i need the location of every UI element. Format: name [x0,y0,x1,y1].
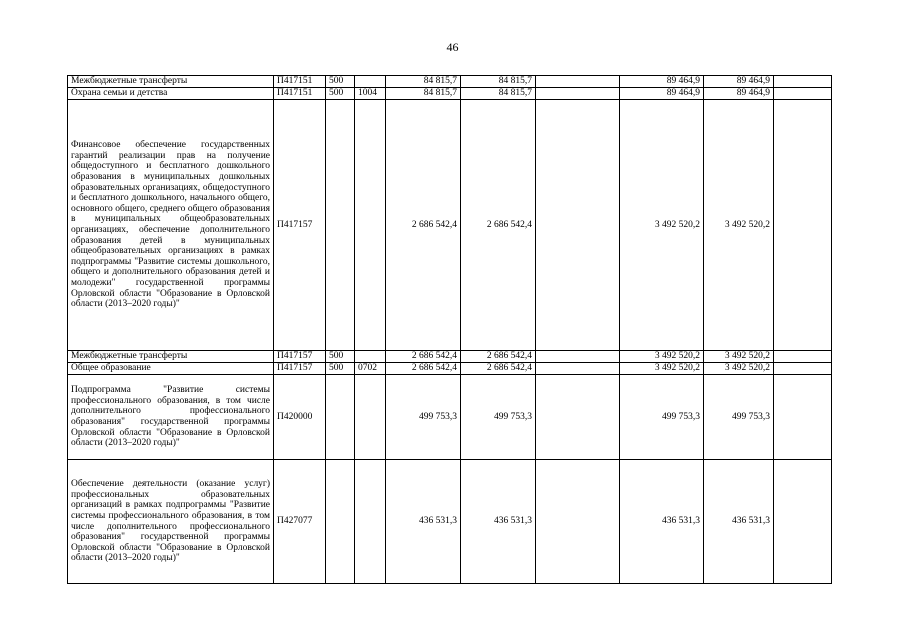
row-section: 500 [326,76,355,88]
row-value-1: 84 815,7 [386,76,461,88]
row-value-6 [774,363,832,375]
row-subsection [355,375,386,460]
row-subsection [355,351,386,363]
row-code: П420000 [274,375,326,460]
row-value-3 [536,88,620,100]
page-number: 46 [446,40,459,54]
row-value-2: 2 686 542,4 [461,100,536,351]
row-value-2: 84 815,7 [461,88,536,100]
row-value-3 [536,460,620,584]
row-value-6 [774,100,832,351]
row-value-5: 499 753,3 [704,375,774,460]
row-value-4: 499 753,3 [620,375,704,460]
row-section [326,460,355,584]
row-value-1: 2 686 542,4 [386,363,461,375]
row-code: П417157 [274,351,326,363]
row-name: Финансовое обеспечение государственных гарантий реализации прав на получение общедоступного и бесплатного дошкольного образования в муниципальных дошкольных образовательных организациях, общедоступного и бесплатного дошкольного, начального общего, основного общего, среднего общего образования в муниципальных общеобразовательных организациях, обеспечение дополнительного образования детей в муниципальных общеобразовательных организациях в рамках подпрограммы "Развитие системы дошкольного, общего и дополнительного образования детей и молодежи" государственной программы Орловской области "Образование в Орловской области (2013–2020 годы)" [68,100,274,351]
table-row [68,460,832,584]
row-value-1: 2 686 542,4 [386,100,461,351]
row-value-2: 2 686 542,4 [461,351,536,363]
budget-table [67,75,832,584]
row-section: 500 [326,363,355,375]
row-value-2: 2 686 542,4 [461,363,536,375]
row-value-3 [536,76,620,88]
row-subsection [355,100,386,351]
row-code: П417157 [274,100,326,351]
row-section: 500 [326,88,355,100]
row-name: Обеспечение деятельности (оказание услуг) профессиональных образовательных организаций в рамках подпрограммы "Развитие системы профессионального образования, в том числе дополнительного профессионального образования" государственной программы Орловской области "Образование в Орловской области (2013–2020 годы)" [68,460,274,584]
table-row [68,100,832,351]
row-value-5: 3 492 520,2 [704,363,774,375]
row-value-6 [774,460,832,584]
row-value-4: 3 492 520,2 [620,100,704,351]
row-value-5: 89 464,9 [704,88,774,100]
row-value-2: 84 815,7 [461,76,536,88]
row-value-5: 3 492 520,2 [704,100,774,351]
row-value-5: 3 492 520,2 [704,351,774,363]
row-value-3 [536,375,620,460]
row-code: П427077 [274,460,326,584]
row-subsection [355,460,386,584]
table-row [68,363,832,375]
table-row [68,88,832,100]
row-value-4: 436 531,3 [620,460,704,584]
row-value-6 [774,76,832,88]
row-value-3 [536,351,620,363]
table-row [68,375,832,460]
row-value-4: 89 464,9 [620,88,704,100]
row-value-3 [536,100,620,351]
row-value-4: 89 464,9 [620,76,704,88]
row-code: П417151 [274,76,326,88]
row-subsection: 1004 [355,88,386,100]
row-name: Межбюджетные трансферты [68,351,274,363]
row-code: П417151 [274,88,326,100]
row-section: 500 [326,351,355,363]
row-value-6 [774,88,832,100]
row-value-4: 3 492 520,2 [620,351,704,363]
row-name: Подпрограмма "Развитие системы профессионального образования, в том числе дополнительного профессионального образования" государственной программы Орловской области "Образование в Орловской области (2013–2020 годы)" [68,375,274,460]
row-value-1: 436 531,3 [386,460,461,584]
row-name: Межбюджетные трансферты [68,76,274,88]
row-subsection [355,76,386,88]
row-value-2: 436 531,3 [461,460,536,584]
row-value-1: 84 815,7 [386,88,461,100]
table-row [68,76,832,88]
row-code: П417157 [274,363,326,375]
row-value-6 [774,351,832,363]
row-value-1: 2 686 542,4 [386,351,461,363]
row-section [326,100,355,351]
row-value-3 [536,363,620,375]
row-value-1: 499 753,3 [386,375,461,460]
row-name: Общее образование [68,363,274,375]
table-row [68,351,832,363]
row-name: Охрана семьи и детства [68,88,274,100]
row-section [326,375,355,460]
row-value-6 [774,375,832,460]
row-subsection: 0702 [355,363,386,375]
row-value-5: 89 464,9 [704,76,774,88]
row-value-5: 436 531,3 [704,460,774,584]
row-value-2: 499 753,3 [461,375,536,460]
row-value-4: 3 492 520,2 [620,363,704,375]
